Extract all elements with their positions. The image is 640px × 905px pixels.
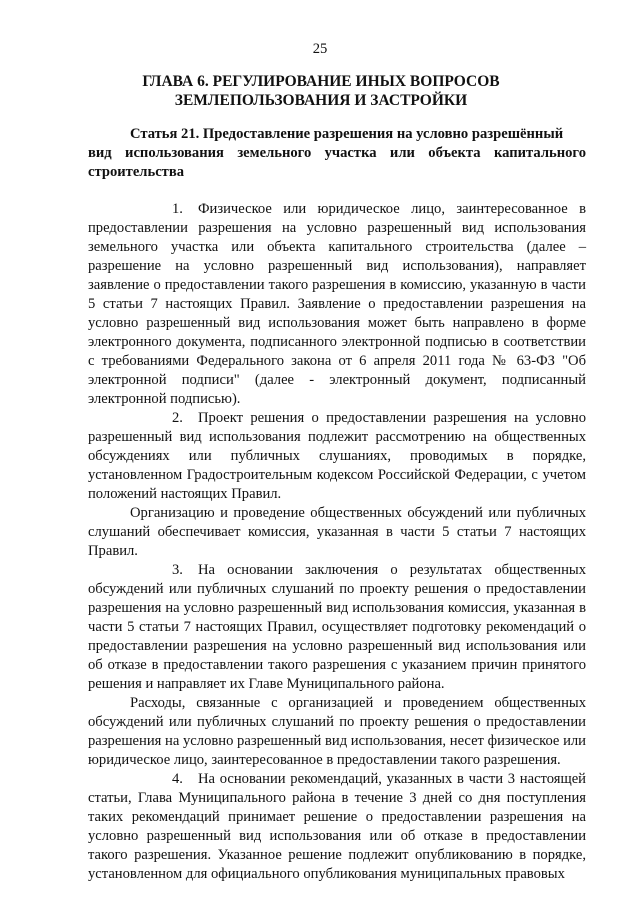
paragraph-text: Физическое или юридическое лицо, заинтересованное в предоставлении разрешения на условно разрешенный вид использования земельного участка или объекта капитального строительства (далее – разрешение на условно разрешенный вид использования), направляет заявление о предоставлении такого разрешения в комиссию, указанную в части 5 статьи 7 настоящих Правил. Заявление о предоставлении разрешения на условно разрешенный вид использования может быть направлено в форме электронного документа, подписанного электронной подписью в соответствии с требованиями Федерального закона от 6 апреля 2011 года № 63-ФЗ "Об электронной подписи" (далее - электронный документ, подписанный электронной подписью). <box>88 201 586 407</box>
chapter-title <box>88 72 554 110</box>
paragraph-3-continued <box>88 694 586 770</box>
chapter-title-line1: ГЛАВА 6. РЕГУЛИРОВАНИЕ ИНЫХ ВОПРОСОВ <box>142 73 500 90</box>
paragraph-number: 4. <box>172 771 183 787</box>
paragraph-text: На основании заключения о результатах общественных обсуждений или публичных слушаний по проекту решения о предоставлении разрешения на условно разрешенный вид использования комиссия, указанная в части 5 статьи 7 настоящих Правил, осуществляет подготовку рекомендаций о предоставлении разрешения на условно разрешенный вид использования или об отказе в предоставлении такого разрешения с указанием причин принятого решения и направляет их Главе Муниципального района. <box>88 562 586 692</box>
article-title <box>88 125 586 182</box>
paragraph-number: 3. <box>172 562 183 578</box>
article-title-line1: Статья 21. Предоставление разрешения на условно разрешённый <box>130 126 564 142</box>
paragraph-4 <box>88 770 586 884</box>
paragraph-number: 2. <box>172 410 183 426</box>
paragraph-2-continued <box>88 504 586 561</box>
article-title-line2: вид использования земельного участка или объекта капитального <box>88 145 586 161</box>
page-number: 25 <box>312 41 328 57</box>
paragraph-3 <box>88 561 586 694</box>
paragraph-1 <box>88 200 586 409</box>
paragraph-text: Организацию и проведение общественных обсуждений или публичных слушаний обеспечивает комиссия, указанная в части 5 статьи 7 настоящих Правил. <box>88 505 586 559</box>
paragraph-2 <box>88 409 586 504</box>
chapter-title-line2: ЗЕМЛЕПОЛЬЗОВАНИЯ И ЗАСТРОЙКИ <box>174 92 468 109</box>
paragraph-number: 1. <box>172 201 183 217</box>
paragraph-text: Расходы, связанные с организацией и проведением общественных обсуждений или публичных слушаний по проекту решения о предоставлении разрешения на условно разрешенный вид использования, несет физическое или юридическое лицо, заинтересованное в предоставлении такого разрешения. <box>88 695 586 768</box>
article-title-line3: строительства <box>88 164 185 180</box>
paragraph-text: На основании рекомендаций, указанных в части 3 настоящей статьи, Глава Муниципального района в течение 3 дней со дня поступления таких рекомендаций принимает решение о предоставлении разрешения на условно разрешенный вид использования или об отказе в предоставлении такого разрешения. Указанное решение подлежит опубликованию в порядке, установленном для официального опубликования муниципальных правовых <box>88 771 586 882</box>
article-body <box>88 200 586 884</box>
paragraph-text: Проект решения о предоставлении разрешения на условно разрешенный вид использования подлежит рассмотрению на общественных обсуждениях или публичных слушаниях, проводимых в порядке, установленном Градостроительным кодексом Российской Федерации, с учетом положений настоящих Правил. <box>88 410 586 502</box>
